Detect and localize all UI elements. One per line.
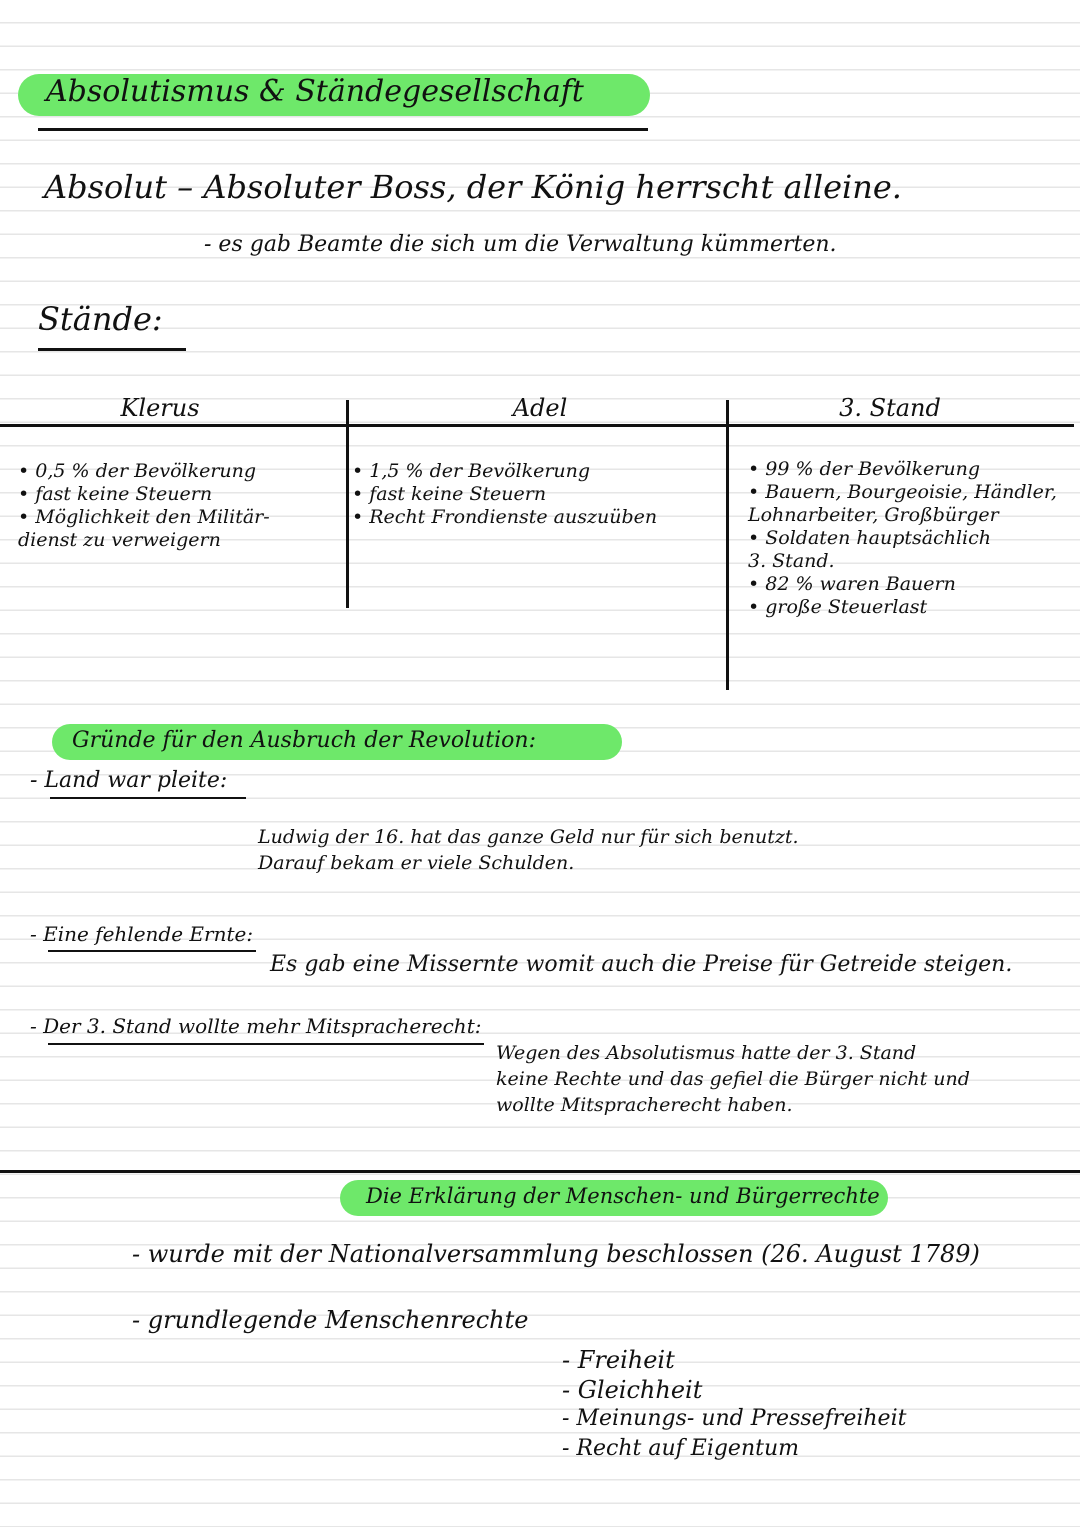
reason-label-underline bbox=[50, 797, 246, 799]
reason-text-1a: Ludwig der 16. hat das ganze Geld nur für sich benutzt. bbox=[258, 826, 799, 848]
list-item: • Soldaten hauptsächlich bbox=[748, 527, 992, 549]
list-item: 3. Stand. bbox=[748, 550, 835, 572]
list-item: • fast keine Steuern bbox=[352, 483, 547, 505]
list-item: • Möglichkeit den Militär- bbox=[18, 506, 270, 528]
right-item: - Recht auf Eigentum bbox=[562, 1436, 799, 1461]
reasons-heading: Gründe für den Ausbruch der Revolution: bbox=[72, 728, 536, 753]
list-item: • Recht Frondienste auszuüben bbox=[352, 506, 658, 528]
staende-heading: Stände: bbox=[38, 300, 163, 338]
reason-label-underline bbox=[48, 1043, 484, 1045]
declaration-heading: Die Erklärung der Menschen- und Bürgerrechte bbox=[366, 1184, 880, 1208]
list-item: Lohnarbeiter, Großbürger bbox=[748, 504, 999, 526]
list-item: dienst zu verweigern bbox=[18, 529, 221, 551]
list-item: • 99 % der Bevölkerung bbox=[748, 458, 981, 480]
list-item: • 82 % waren Bauern bbox=[748, 573, 956, 595]
definition-line-1: Absolut – Absoluter Boss, der König herrscht alleine. bbox=[44, 168, 902, 206]
adel-cell bbox=[352, 460, 724, 529]
reason-label-2: - Eine fehlende Ernte: bbox=[30, 922, 254, 946]
list-item: • Bauern, Bourgeoisie, Händler, bbox=[748, 481, 1057, 503]
page-title: Absolutismus & Ständegesellschaft bbox=[46, 74, 584, 109]
reason-text-3c: wollte Mitspracherecht haben. bbox=[496, 1094, 793, 1116]
column-header-adel: Adel bbox=[512, 394, 568, 422]
declaration-line-2: - grundlegende Menschenrechte bbox=[132, 1306, 529, 1334]
list-item: • große Steuerlast bbox=[748, 596, 928, 618]
section-divider bbox=[0, 1170, 1080, 1173]
table-header-rule bbox=[0, 424, 1074, 427]
reason-text-2: Es gab eine Missernte womit auch die Preise für Getreide steigen. bbox=[270, 952, 1013, 977]
title-underline bbox=[38, 128, 648, 131]
table-divider-2 bbox=[726, 400, 729, 690]
list-item: • fast keine Steuern bbox=[18, 483, 213, 505]
right-item: - Meinungs- und Pressefreiheit bbox=[562, 1406, 907, 1431]
column-header-klerus: Klerus bbox=[120, 394, 200, 422]
klerus-cell bbox=[18, 460, 344, 552]
staende-underline bbox=[38, 348, 186, 351]
reason-text-1b: Darauf bekam er viele Schulden. bbox=[258, 852, 575, 874]
reason-text-3a: Wegen des Absolutismus hatte der 3. Stand bbox=[496, 1042, 917, 1064]
reason-label-1: - Land war pleite: bbox=[30, 768, 228, 793]
reason-label-underline bbox=[48, 950, 256, 952]
list-item: • 1,5 % der Bevölkerung bbox=[352, 460, 591, 482]
right-item: - Gleichheit bbox=[562, 1376, 703, 1404]
right-item: - Freiheit bbox=[562, 1346, 675, 1374]
declaration-line-1: - wurde mit der Nationalversammlung beschlossen (26. August 1789) bbox=[132, 1240, 980, 1268]
column-header-3-stand: 3. Stand bbox=[839, 394, 941, 422]
dritter-stand-cell bbox=[748, 458, 1078, 619]
list-item: • 0,5 % der Bevölkerung bbox=[18, 460, 257, 482]
definition-line-2: - es gab Beamte die sich um die Verwaltung kümmerten. bbox=[204, 232, 837, 257]
table-divider-1 bbox=[346, 400, 349, 608]
reason-text-3b: keine Rechte und das gefiel die Bürger nicht und bbox=[496, 1068, 970, 1090]
reason-label-3: - Der 3. Stand wollte mehr Mitspracherecht: bbox=[30, 1014, 482, 1038]
